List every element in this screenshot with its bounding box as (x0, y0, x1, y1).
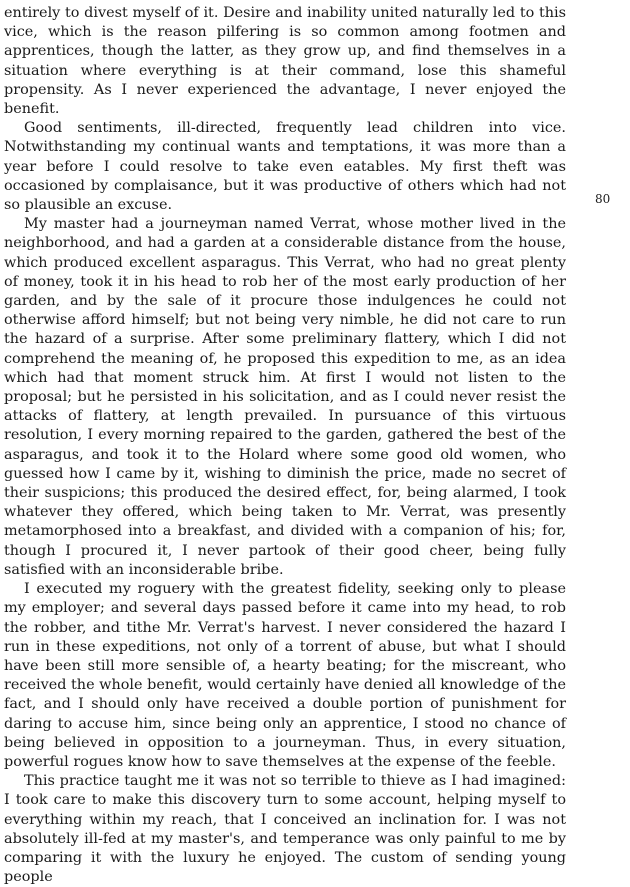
paragraph-roguery: I executed my roguery with the greatest fidelity, seeking only to please my employer; and several days passed before it came into my head, to rob the robber, and tithe Mr. Verrat's harvest. I never considered the hazard I run in these expeditions, not only of a torrent of abuse, but what I should have been still more sensible of, a hearty beating; for the miscreant, who received the whole benefit, would certainly have denied all knowledge of the fact, and I should only have received a double portion of punishment for daring to accuse him, since being only an apprentice, I stood no chance of being believed in opposition to a journeyman. Thus, in every situation, powerful rogues know how to save themselves at the expense of the feeble. (4, 581, 566, 770)
paragraph-verrat: My master had a journeyman named Verrat, whose mother lived in the neighborhood, and had a garden at a considerable distance from the house, which produced excellent asparagus. This Verrat, who had no great plenty of money, took it in his head to rob her of the most early production of her garden, and by the sale of it procure those indulgences he could not otherwise afford himself; but not being very nimble, he did not care to run the hazard of a surprise. After some preliminary flattery, which I did not comprehend the meaning of, he proposed this expedition to me, as an idea which had that moment struck him. At first I would not listen to the proposal; but he persisted in his solicitation, and as I could never resist the attacks of flattery, at length prevailed. In pursuance of this virtuous resolution, I every morning repaired to the garden, gathered the best of the asparagus, and took it to the Holard where some good old women, who guessed how I came by it, wishing to diminish the price, made no secret of their suspicions; this produced the desired effect, for, being alarmed, I took whatever they offered, which being taken to Mr. Verrat, was presently metamorphosed into a breakfast, and divided with a companion of his; for, though I procured it, I never partook of their good cheer, being fully satisfied with an inconsiderable bribe. (4, 216, 566, 578)
paragraph-good-sentiments: Good sentiments, ill-directed, frequently lead children into vice. Notwithstanding my continual wants and temptations, it was more than a year before I could resolve to take even eatables. My first theft was occasioned by complaisance, but it was productive of others which had not so plausible an excuse. (4, 120, 566, 214)
margin-page-number: 80 (595, 192, 611, 206)
book-page-text (4, 4, 566, 887)
paragraph-practice: This practice taught me it was not so terrible to thieve as I had imagined: I took care to make this discovery turn to some account, helping myself to everything within my reach, that I conceived an inclination for. I was not absolutely ill-fed at my master's, and temperance was only painful to me by comparing it with the luxury he enjoyed. The custom of sending young people (4, 773, 566, 886)
paragraph-continuation: entirely to divest myself of it. Desire and inability united naturally led to this vice, which is the reason pilfering is so common among footmen and apprentices, though the latter, as they grow up, and find themselves in a situation where everything is at their command, lose this shameful propensity. As I never experienced the advantage, I never enjoyed the benefit. (4, 5, 566, 118)
